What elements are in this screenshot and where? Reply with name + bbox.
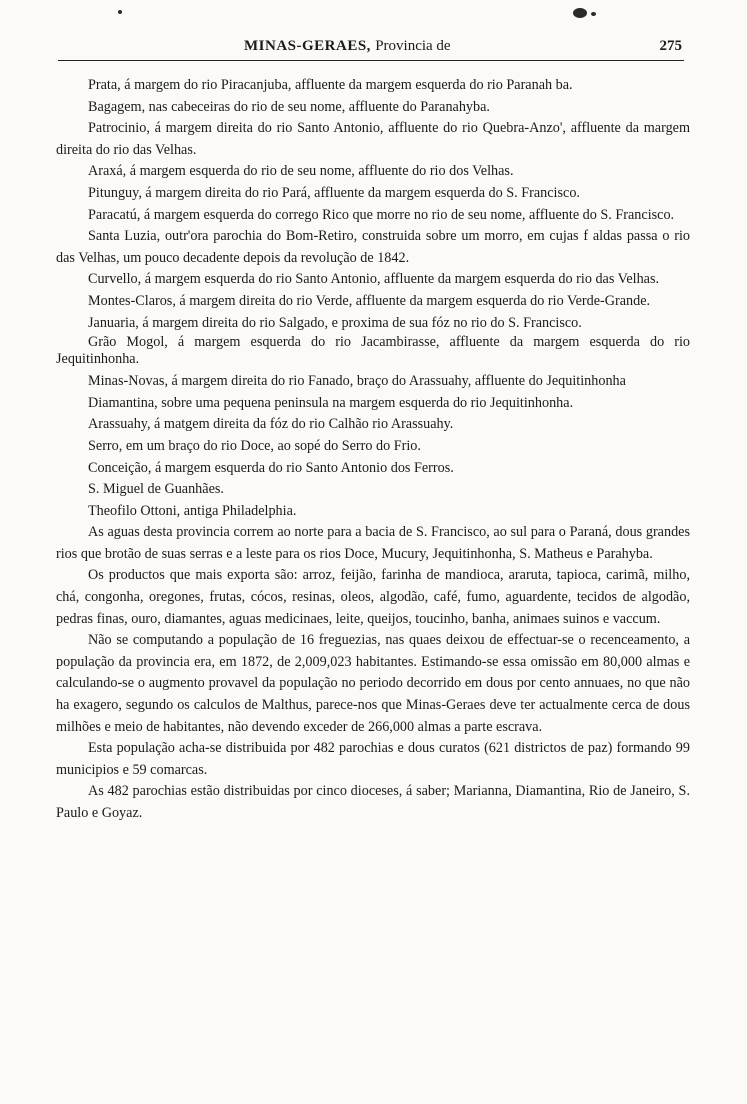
running-title-sub: Provincia de bbox=[375, 38, 451, 54]
paragraph-serro: Serro, em um braço do rio Doce, ao sopé do Serro do Frio. bbox=[88, 437, 421, 454]
paragraph-parochias: As 482 parochias estão distribuidas por cinco dioceses, á saber; Marianna, Diamantina, Rio de Janeiro, S. Paulo e Goyaz. bbox=[56, 783, 690, 821]
paragraph-diamantina: Diamantina, sobre uma pequena peninsula na margem esquerda do rio Jequitinhonha. bbox=[88, 394, 574, 411]
paragraph-januaria: Januaria, á margem direita do rio Salgado, e proxima de sua fóz no rio do S. Francisco. bbox=[88, 314, 582, 331]
paragraph-grao-mogol: Grão Mogol, á margem esquerda do rio Jacambirasse, affluente da margem esquerda do rio Jequitinhonha. bbox=[56, 334, 690, 368]
paragraph-distribuicao: Esta população acha-se distribuida por 482 parochias e dous curatos (621 districtos de paz) formando 99 municipios e 59 comarcas. bbox=[56, 740, 690, 778]
paragraph-bagagem: Bagagem, nas cabeceiras do rio de seu nome, affluente do Paranahyba. bbox=[88, 98, 490, 115]
paragraph-theofilo-ottoni: Theofilo Ottoni, antiga Philadelphia. bbox=[88, 502, 297, 519]
paragraph-santa-luzia: Santa Luzia, outr'ora parochia do Bom-Retiro, construida sobre um morro, em cujas f aldas passa o rio das Velhas, um pouco decadente depois da revolução de 1842. bbox=[56, 228, 690, 266]
ink-speck bbox=[591, 12, 596, 16]
paragraph-paracatu: Paracatú, á margem esquerda do corrego Rico que morre no rio de seu nome, affluente do S. Francisco. bbox=[88, 206, 675, 223]
body-text bbox=[56, 75, 690, 825]
paragraph-arassuahy: Arassuahy, á matgem direita da fóz do rio Calhão rio Arassuahy. bbox=[88, 416, 454, 433]
paragraph-populacao: Não se computando a população de 16 freguezias, nas quaes deixou de effectuar-se o recenceamento, a população da provincia era, em 1872, de 2,009,023 habitantes. Estimando-se essa omissão em 80,000 almas e calculando-se o augmento provavel da população no periodo decorrido em dous por cento annuaes, no que não ha exagero, segundo os calculos de Malthus, parece-nos que Minas-Geraes deve ter actualmente cerca de dous milhões e meio de habitantes, não devendo exceder de 266,000 almas a parte escrava. bbox=[56, 632, 690, 735]
running-title bbox=[244, 38, 451, 55]
page-header bbox=[58, 34, 684, 61]
running-title-main: MINAS-GERAES, bbox=[244, 38, 371, 54]
paragraph-s-miguel: S. Miguel de Guanhães. bbox=[88, 481, 224, 498]
paragraph-prata: Prata, á margem do rio Piracanjuba, affluente da margem esquerda do rio Paranah ba. bbox=[88, 77, 573, 93]
paragraph-minas-novas: Minas-Novas, á margem direita do rio Fanado, braço do Arassuahy, affluente do Jequitinhonha bbox=[88, 373, 626, 390]
paragraph-patrocinio: Patrocinio, á margem direita do rio Santo Antonio, affluente do rio Quebra-Anzo', affluente da margem direita do rio das Velhas. bbox=[56, 120, 690, 158]
paragraph-aguas: As aguas desta provincia correm ao norte para a bacia de S. Francisco, ao sul para o Paraná, dous grandes rios que brotão de suas serras e a leste para os rios Doce, Mucury, Jequitinhonha, S. Matheus e Parahyba. bbox=[56, 524, 690, 562]
ink-speck bbox=[573, 8, 587, 18]
page-number: 275 bbox=[659, 38, 682, 54]
paragraph-montes-claros: Montes-Claros, á margem direita do rio Verde, affluente da margem esquerda do rio Verde-Grande. bbox=[88, 292, 651, 309]
paragraph-conceicao: Conceição, á margem esquerda do rio Santo Antonio dos Ferros. bbox=[88, 459, 454, 476]
paragraph-productos: Os productos que mais exporta são: arroz, feijão, farinha de mandioca, araruta, tapioca, carimã, milho, chá, congonha, oregones, frutas, cócos, resinas, oleos, algodão, café, fumo, aguardente, tecidos de algodão, pedras finas, ouro, diamantes, aguas medicinaes, leite, queijos, toucinho, banha, animaes suinos e vaccum. bbox=[56, 567, 690, 627]
paragraph-araxa: Araxá, á margem esquerda do rio de seu nome, affluente do rio dos Velhas. bbox=[88, 163, 514, 180]
paragraph-pitunguy: Pitunguy, á margem direita do rio Pará, affluente da margem esquerda do S. Francisco. bbox=[88, 184, 580, 201]
paragraph-curvello: Curvello, á margem esquerda do rio Santo Antonio, affluente da margem esquerda do rio das Velhas. bbox=[88, 271, 660, 288]
ink-speck bbox=[118, 10, 122, 14]
